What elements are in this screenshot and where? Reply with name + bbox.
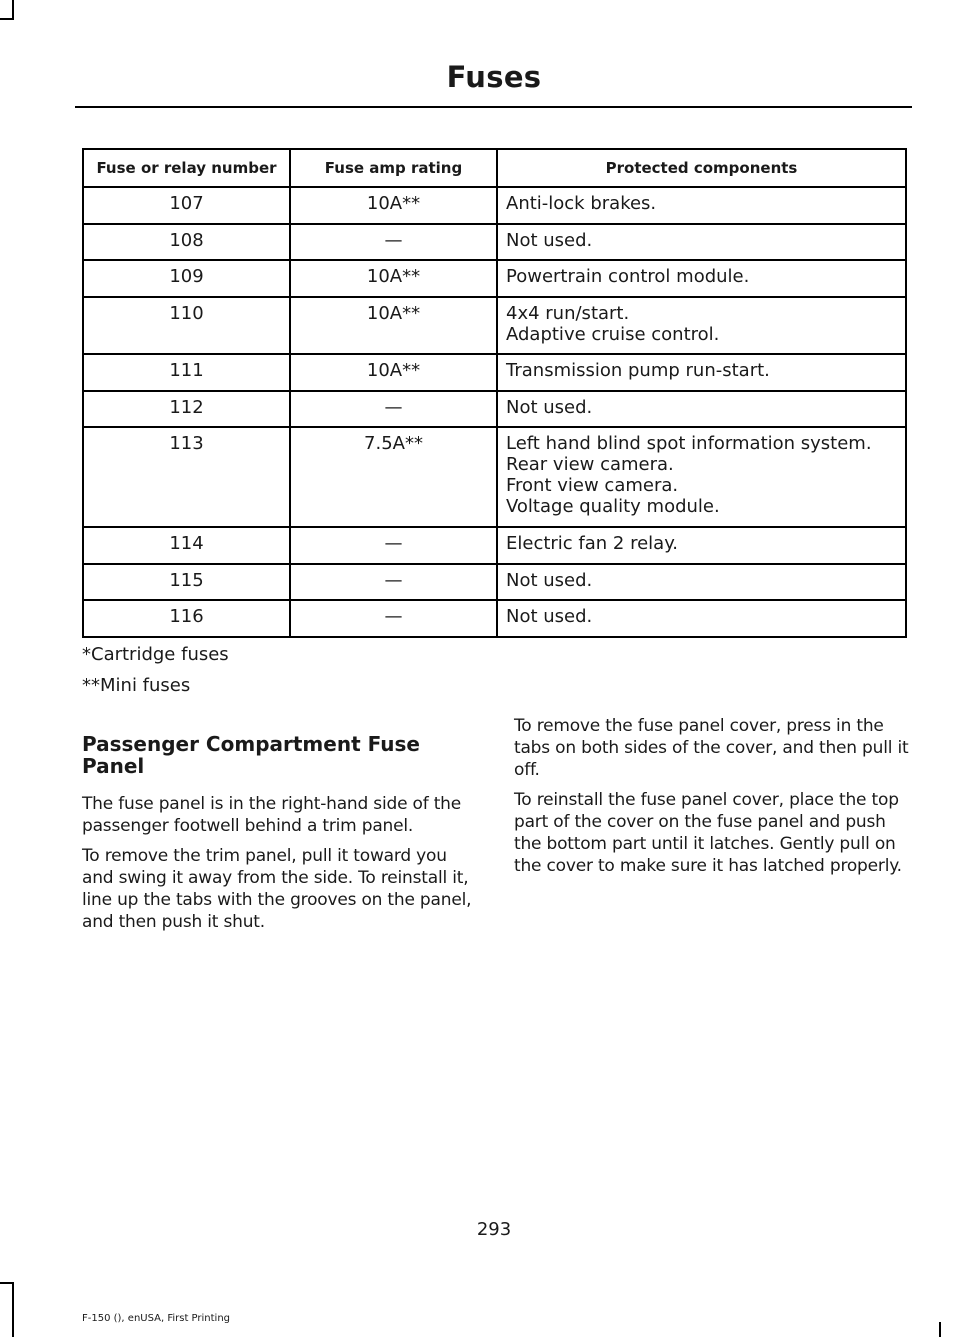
- table-row: [83, 187, 906, 224]
- component-line: Rear view camera.: [506, 454, 674, 475]
- fuse-number: 112: [83, 391, 290, 427]
- component-line: Front view camera.: [506, 475, 679, 496]
- paragraph-reinstall-fuse-cover: To reinstall the fuse panel cover, place the top part of the cover on the fuse panel and push the bottom part until it latches. Gently pull on the cover to make sure it has latched properly.: [514, 790, 902, 876]
- component-line: 4x4 run/start.: [506, 303, 630, 324]
- component-line: Left hand blind spot information system.: [506, 433, 872, 454]
- page-title: Fuses: [446, 60, 542, 94]
- crop-mark-bottom-right-v: [939, 1322, 941, 1337]
- protected-components: [497, 297, 906, 354]
- title-rule: [75, 106, 912, 108]
- fuse-number: 108: [83, 224, 290, 260]
- table-row: [83, 527, 906, 564]
- crop-mark-bottom-left-v: [12, 1282, 14, 1337]
- table-row: [83, 354, 906, 391]
- crop-mark-bottom-left-h: [0, 1282, 14, 1284]
- component-line: Not used.: [506, 570, 593, 591]
- fuse-number: 111: [83, 354, 290, 391]
- fuse-amp-rating: 7.5A**: [290, 427, 497, 527]
- protected-components: [497, 527, 906, 564]
- component-line: Adaptive cruise control.: [506, 324, 720, 345]
- component-line: Voltage quality module.: [506, 496, 720, 517]
- fuse-number: 116: [83, 600, 290, 637]
- table-row: [83, 600, 906, 637]
- protected-components: [497, 600, 906, 637]
- column-header-amp-rating: Fuse amp rating: [290, 149, 497, 187]
- component-line: Not used.: [506, 606, 593, 627]
- paragraph-remove-fuse-cover: To remove the fuse panel cover, press in the tabs on both sides of the cover, and then pull it off.: [514, 716, 909, 780]
- section-heading: Passenger Compartment Fuse Panel: [82, 732, 420, 778]
- paragraph-remove-trim-panel: To remove the trim panel, pull it toward you and swing it away from the side. To reinstall it, line up the tabs with the grooves on the panel, and then push it shut.: [82, 846, 472, 932]
- footnote-mini-fuses: **Mini fuses: [82, 675, 191, 696]
- table-row: [83, 260, 906, 297]
- table-row: [83, 224, 906, 260]
- component-line: Not used.: [506, 397, 593, 418]
- component-line: Powertrain control module.: [506, 266, 750, 287]
- paragraph-fuse-panel-location: The fuse panel is in the right-hand side of the passenger footwell behind a trim panel.: [82, 794, 462, 836]
- fuse-number: 110: [83, 297, 290, 354]
- protected-components: [497, 564, 906, 600]
- protected-components: [497, 427, 906, 527]
- protected-components: [497, 260, 906, 297]
- page-number: 293: [476, 1219, 512, 1240]
- table-row: [83, 297, 906, 354]
- component-line: Transmission pump run-start.: [506, 360, 770, 381]
- component-line: Anti-lock brakes.: [506, 193, 657, 214]
- column-header-protected-components: Protected components: [497, 149, 906, 187]
- fuse-number: 109: [83, 260, 290, 297]
- fuse-amp-rating: 10A**: [290, 260, 497, 297]
- protected-components: [497, 187, 906, 224]
- fuse-number: 113: [83, 427, 290, 527]
- table-header-row: [83, 149, 906, 187]
- footnote-cartridge-fuses: *Cartridge fuses: [82, 644, 229, 665]
- protected-components: [497, 391, 906, 427]
- fuse-number: 115: [83, 564, 290, 600]
- fuse-amp-rating: 10A**: [290, 297, 497, 354]
- fuse-table: [82, 148, 907, 638]
- table-row: [83, 391, 906, 427]
- table-row: [83, 427, 906, 527]
- fuse-amp-rating: 10A**: [290, 187, 497, 224]
- protected-components: [497, 224, 906, 260]
- crop-mark-top-left-v: [12, 0, 14, 20]
- fuse-number: 107: [83, 187, 290, 224]
- column-header-fuse-number: Fuse or relay number: [83, 149, 290, 187]
- fuse-amp-rating: —: [290, 600, 497, 637]
- crop-mark-top-left-h: [0, 18, 14, 20]
- fuse-amp-rating: —: [290, 224, 497, 260]
- protected-components: [497, 354, 906, 391]
- component-line: Electric fan 2 relay.: [506, 533, 679, 554]
- fuse-number: 114: [83, 527, 290, 564]
- fuse-amp-rating: —: [290, 564, 497, 600]
- print-footer: F-150 (), enUSA, First Printing: [82, 1313, 231, 1324]
- fuse-amp-rating: —: [290, 391, 497, 427]
- table-row: [83, 564, 906, 600]
- fuse-amp-rating: 10A**: [290, 354, 497, 391]
- fuse-amp-rating: —: [290, 527, 497, 564]
- component-line: Not used.: [506, 230, 593, 251]
